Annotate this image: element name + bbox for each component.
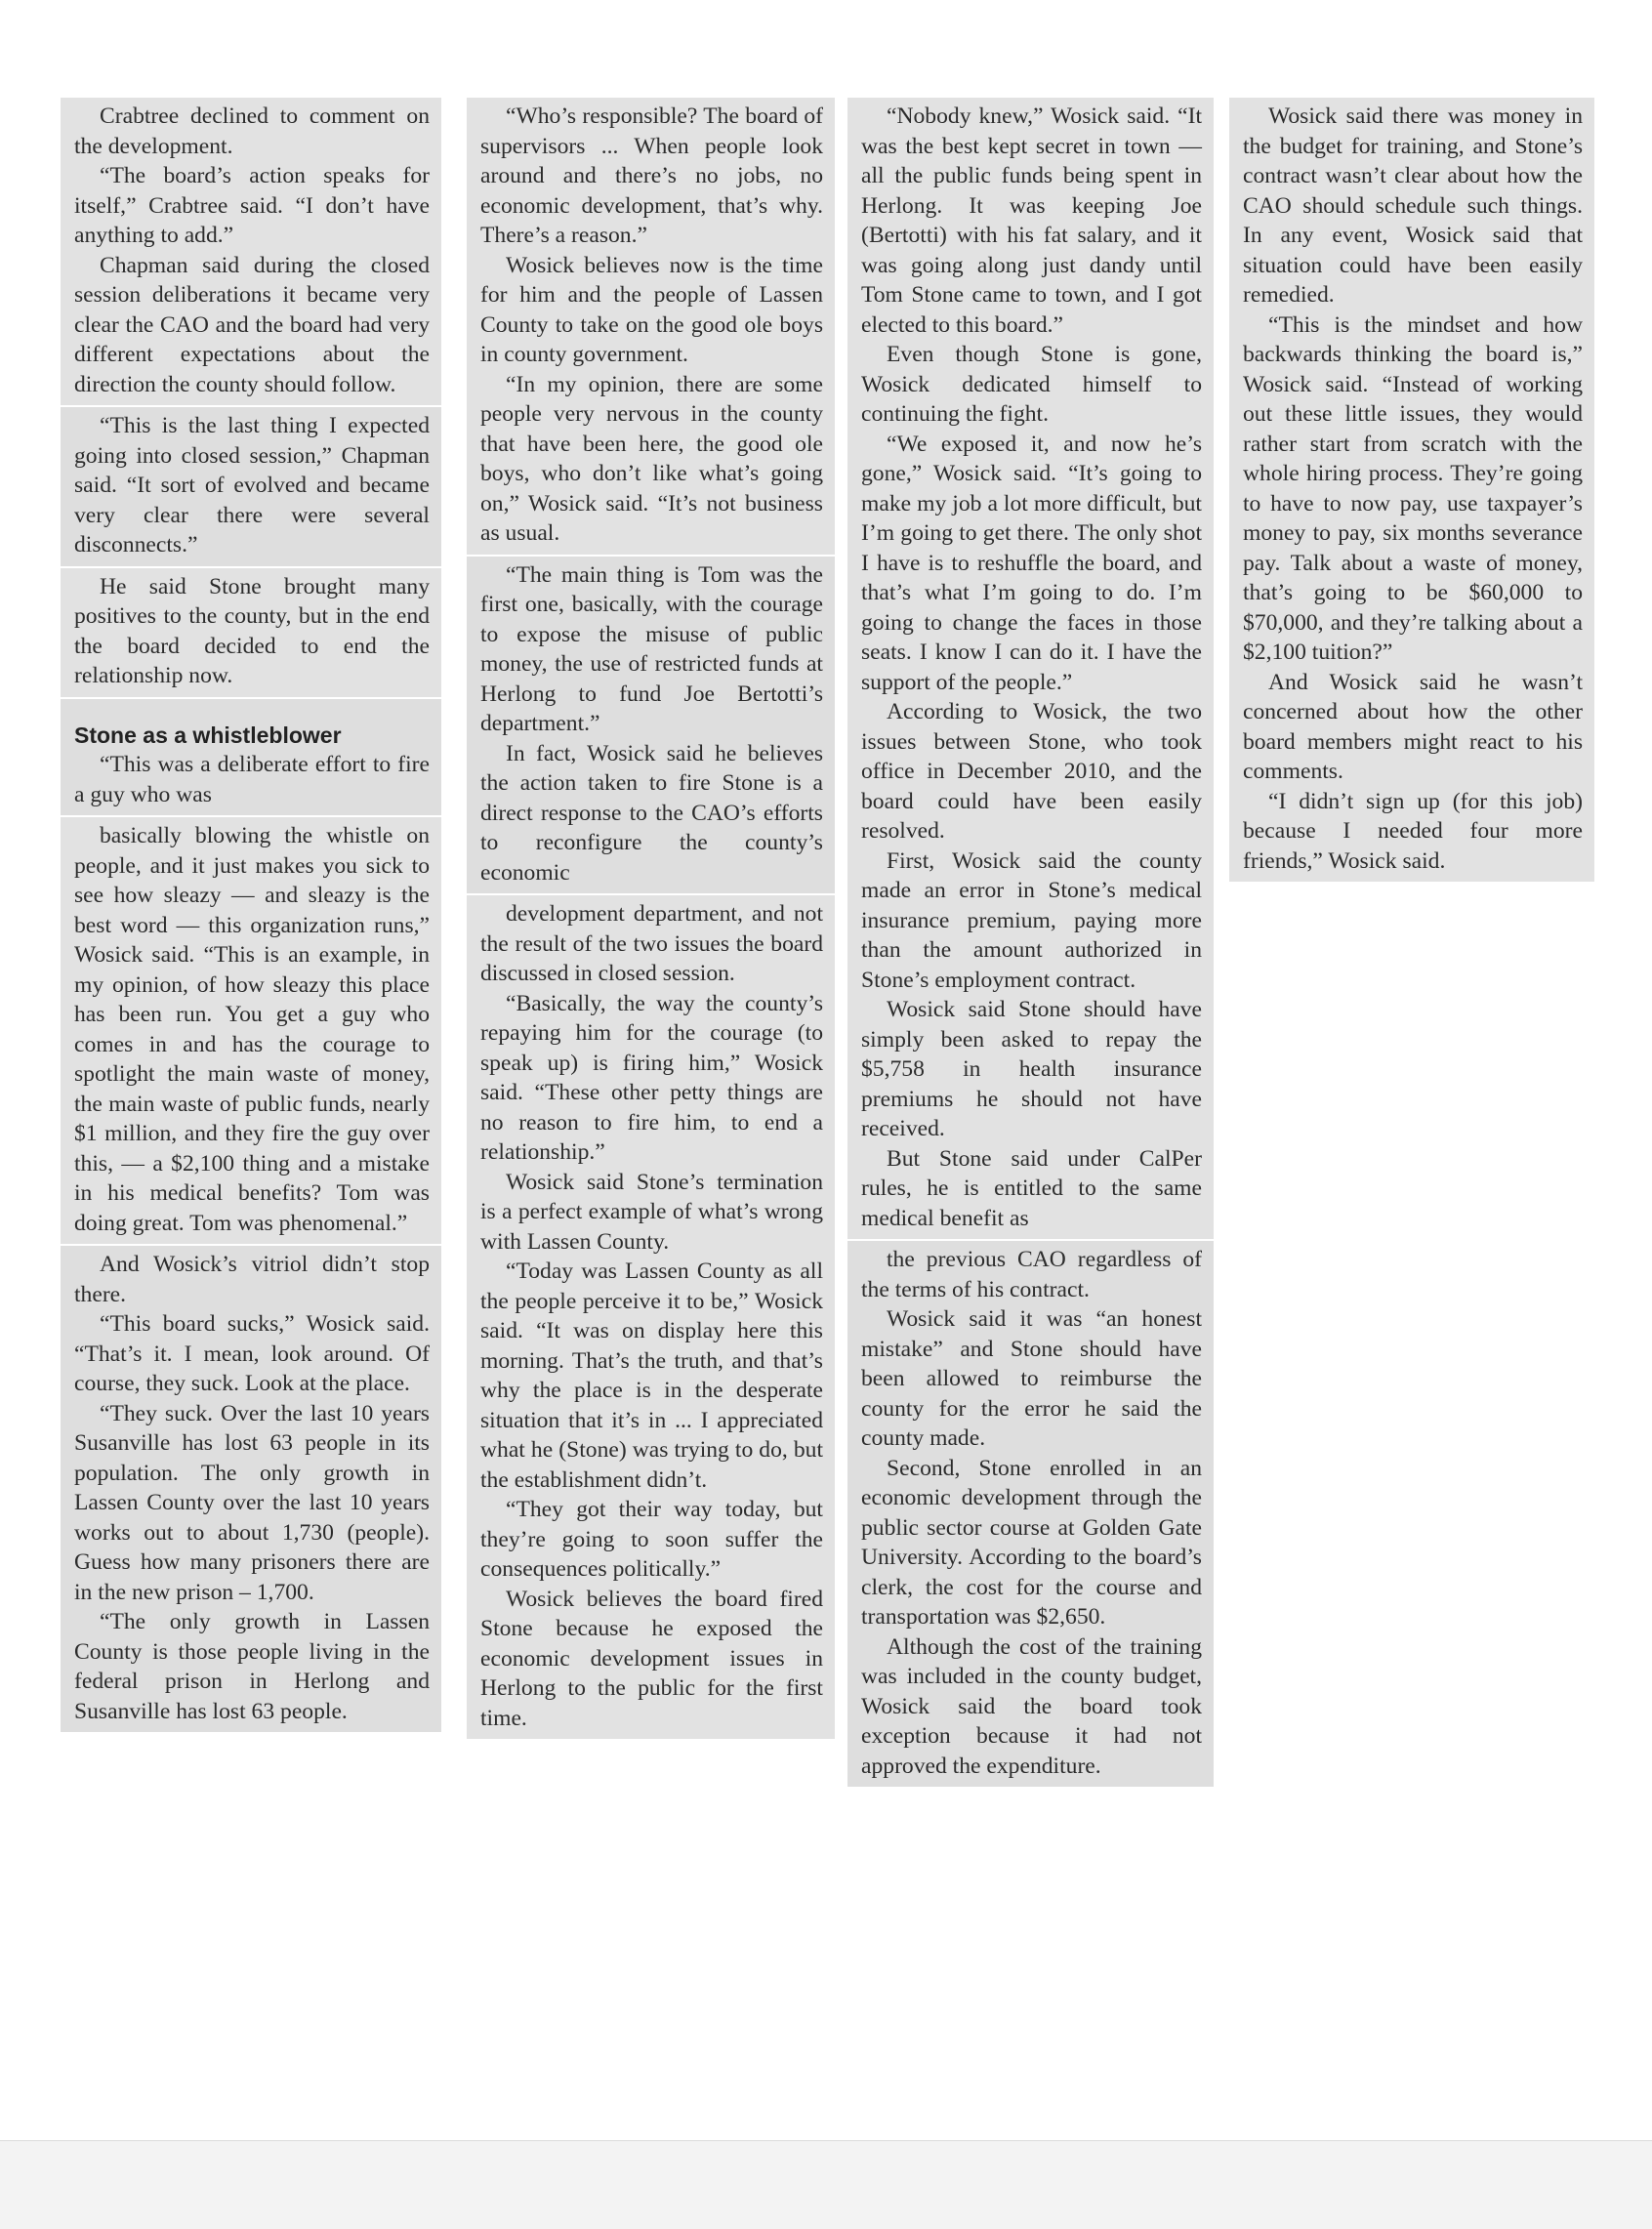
article-column-1 <box>61 98 441 1734</box>
newspaper-clipping <box>847 98 1214 1239</box>
scanner-bed-edge <box>0 2140 1652 2229</box>
newspaper-clipping <box>847 1241 1214 1787</box>
section-subhead: Stone as a whistleblower <box>74 722 342 748</box>
article-paragraph: Chapman said during the closed session deliberations it became very clear the CAO and the board had very different expectations about the direction the county should follow. <box>74 252 430 397</box>
article-paragraph: “I didn’t sign up (for this job) because I needed four more friends,” Wosick said. <box>1243 788 1583 874</box>
newspaper-clipping <box>61 98 441 405</box>
article-paragraph: Even though Stone is gone, Wosick dedicated himself to continuing the fight. <box>861 342 1202 427</box>
article-paragraph: “The only growth in Lassen County is those people living in the federal prison in Herlong and Susanville has lost 63 people. <box>74 1609 430 1724</box>
article-paragraph: Crabtree declined to comment on the development. <box>74 103 430 159</box>
article-paragraph: “In my opinion, there are some people very nervous in the county that have been here, the good ole boys, who don’t like what’s going on,” Wosick said. “It’s not business as usual. <box>480 371 823 546</box>
article-paragraph: “This is the last thing I expected going into closed session,” Chapman said. “It sort of evolved and became very clear there were several disconnects.” <box>74 413 430 557</box>
article-column-4 <box>1229 98 1594 884</box>
article-paragraph: In fact, Wosick said he believes the action taken to fire Stone is a direct response to the CAO’s efforts to reconfigure the county’s economic <box>480 740 823 886</box>
article-paragraph: “They got their way today, but they’re going to soon suffer the consequences politically.” <box>480 1497 823 1582</box>
newspaper-clipping <box>467 98 835 555</box>
article-paragraph: basically blowing the whistle on people, and it just makes you sick to see how sleazy — and sleazy is the best word — this organization runs,” Wosick said. “This is an example, in my opinion, of how sleazy this place has been run. You get a guy who comes in and has the courage to spotlight the main waste of money, the main waste of public funds, nearly $1 million, and they fire the guy over this, — a $2,100 thing and a mistake in his medical benefits? Tom was doing great. Tom was phenomenal.” <box>74 823 430 1236</box>
article-paragraph: “They suck. Over the last 10 years Susanville has lost 63 people in its population. The only growth in Lassen County over the last 10 years works out to about 1,730 (people). Guess how many prisoners there are in the new prison – 1,700. <box>74 1400 430 1605</box>
newspaper-clipping <box>61 568 441 697</box>
article-paragraph: “This is the mindset and how backwards thinking the board is,” Wosick said. “Instead of working out these little issues, they would rather start from scratch with the whole hiring process. They’re going to have to now pay, use taxpayer’s money to pay, six months severance pay. Talk about a waste of money, that’s going to be $60,000 to $70,000, and they’re talking about a $2,100 tuition?” <box>1243 311 1583 665</box>
newspaper-clipping <box>1229 98 1594 882</box>
article-paragraph: And Wosick’s vitriol didn’t stop there. <box>74 1252 430 1307</box>
article-paragraph: And Wosick said he wasn’t concerned about how the other board members might react to his comments. <box>1243 669 1583 784</box>
article-paragraph: “Who’s responsible? The board of supervisors ... When people look around and there’s no jobs, no economic development, that’s why. There’s a reason.” <box>480 103 823 248</box>
article-paragraph: Wosick believes now is the time for him and the people of Lassen County to take on the good ole boys in county government. <box>480 252 823 367</box>
article-paragraph: He said Stone brought many positives to the county, but in the end the board decided to end the relationship now. <box>74 573 430 688</box>
article-paragraph: Second, Stone enrolled in an economic development through the public sector course at Golden Gate University. According to the board’s clerk, the cost for the course and transportation was $2,650. <box>861 1455 1202 1630</box>
article-paragraph: Wosick said it was “an honest mistake” and Stone should have been allowed to reimburse the county for the error he said the county made. <box>861 1306 1202 1451</box>
article-paragraph: “The board’s action speaks for itself,” Crabtree said. “I don’t have anything to add.” <box>74 163 430 248</box>
article-paragraph: the previous CAO regardless of the terms of his contract. <box>861 1247 1202 1302</box>
article-paragraph: “Today was Lassen County as all the people perceive it to be,” Wosick said. “It was on display here this morning. That’s the truth, and that’s why the place is in the desperate situation that it’s in ... I appreciated what he (Stone) was trying to do, but the establishment didn’t. <box>480 1259 823 1493</box>
article-column-2 <box>467 98 835 1741</box>
article-paragraph: According to Wosick, the two issues between Stone, who took office in December 2010, and the board could have been easily resolved. <box>861 699 1202 844</box>
newspaper-clipping <box>467 557 835 894</box>
article-paragraph: Although the cost of the training was included in the county budget, Wosick said the board took exception because it had not approved the expenditure. <box>861 1633 1202 1779</box>
article-paragraph: First, Wosick said the county made an error in Stone’s medical insurance premium, paying more than the amount authorized in Stone’s employment contract. <box>861 847 1202 993</box>
article-paragraph: “Basically, the way the county’s repaying him for the courage (to speak up) is firing him,” Wosick said. “These other petty things are no reason to fire him, to end a relationship.” <box>480 990 823 1165</box>
article-paragraph: “We exposed it, and now he’s gone,” Wosick said. “It’s going to make my job a lot more difficult, but I’m going to get there. The only shot I have is to reshuffle the board, and that’s what I’m going to do. I’m going to change the faces in those seats. I know I can do it. I have the support of the people.” <box>861 431 1202 695</box>
article-paragraph: “This board sucks,” Wosick said. “That’s it. I mean, look around. Of course, they suck. Look at the place. <box>74 1311 430 1396</box>
newspaper-clipping <box>61 817 441 1244</box>
article-paragraph: “The main thing is Tom was the first one, basically, with the courage to expose the misuse of public money, the use of restricted funds at Herlong to fund Joe Bertotti’s department.” <box>480 561 823 736</box>
article-paragraph: “This was a deliberate effort to fire a guy who was <box>74 752 430 807</box>
article-column-3 <box>847 98 1214 1789</box>
article-paragraph: Wosick believes the board fired Stone because he exposed the economic development issues in Herlong to the public for the first time. <box>480 1586 823 1731</box>
newspaper-clipping <box>467 895 835 1739</box>
article-paragraph: Wosick said there was money in the budget for training, and Stone’s contract wasn’t clear about how the CAO should schedule such things. In any event, Wosick said that situation could have been easily remedied. <box>1243 103 1583 308</box>
article-paragraph: But Stone said under CalPer rules, he is entitled to the same medical benefit as <box>861 1145 1202 1231</box>
article-paragraph: “Nobody knew,” Wosick said. “It was the best kept secret in town — all the public funds being spent in Herlong. It was keeping Joe (Bertotti) with his fat salary, and it was going along just dandy until Tom Stone came to town, and I got elected to this board.” <box>861 103 1202 338</box>
newspaper-clipping <box>61 699 441 816</box>
newspaper-clipping <box>61 407 441 566</box>
article-paragraph: development department, and not the result of the two issues the board discussed in closed session. <box>480 901 823 986</box>
article-paragraph: Wosick said Stone’s termination is a perfect example of what’s wrong with Lassen County. <box>480 1169 823 1255</box>
newspaper-clipping <box>61 1246 441 1732</box>
article-paragraph: Wosick said Stone should have simply been asked to repay the $5,758 in health insurance premiums he should not have received. <box>861 997 1202 1141</box>
